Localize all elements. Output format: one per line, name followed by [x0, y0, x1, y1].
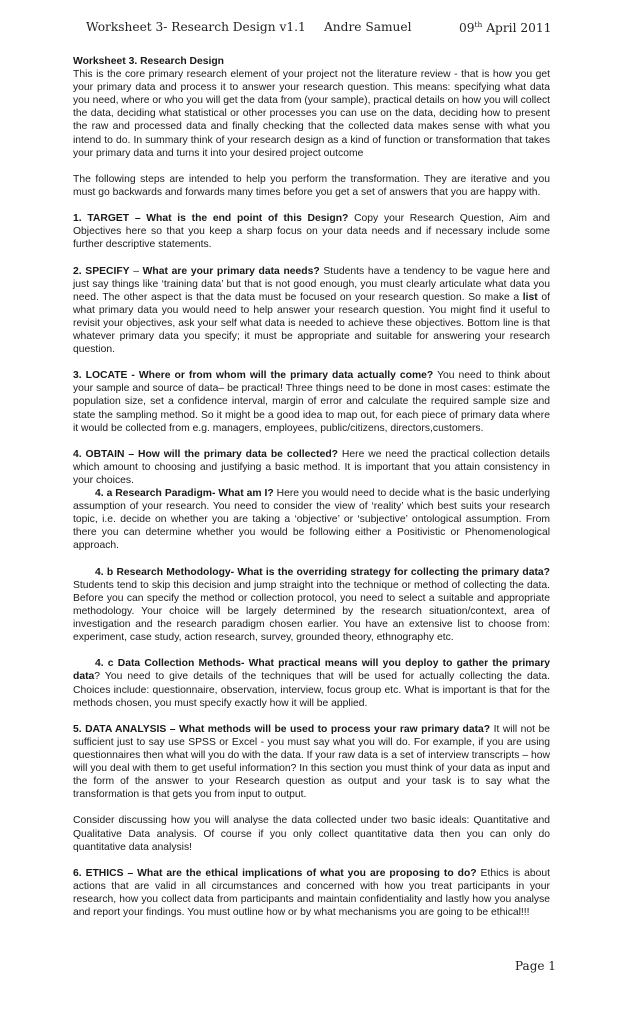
spacer: [73, 199, 550, 212]
section-heading: 1. TARGET – What is the end point of this Design?: [73, 213, 349, 225]
subsection-body: Here you would need to decide what is the basic underlying assumption of your research. You need to consider the view of ‘reality’ which best suits your research topic, i.e. decide on whether you are taking a ‘objective’ or ‘subjective’ ontological assumption. From there you can determine whether you would be following either a Positivistic or Phenomenological approach.: [73, 488, 550, 552]
spacer: [73, 854, 550, 867]
subsection-body: Students tend to skip this decision and jump straight into the technique or method of collecting the data. Before you can specify the method or collection protocol, you need to select a suitable and appropriate methodology. Your choice will be largely determined by the research situation/context, area of investigation and the research paradigm chosen earlier. You have an extensive list to choose from: experiment, case study, action research, survey, grounded theory, ethnography etc.: [73, 579, 550, 644]
spacer: [73, 435, 550, 448]
section-body: Here we need the practical collection details which amount to choosing and justifying a basic method. It is important that you attain consistency in your choices.: [73, 448, 550, 486]
section-body: You need to think about your sample and source of data– be practical! Three things need to be done in most cases: estimate the population size, set a confidence interval, margin of error and calculate the required sample size and state the sampling method. So it might be a good idea to map out, for each piece of primary data where it would be collected from e.g. managers, employees, public/citizens, directors,customers.: [73, 370, 551, 434]
section-target: [73, 212, 550, 251]
header-date-rest: April 2011: [482, 21, 552, 35]
intro-paragraph: This is the core primary research element of your project not the literature review - that is how you get your primary data and process it to answer your research question. This means: specifying what data you need, where or who you will get the data from (your sample), practical details on how you will collect the data, deciding what statistical or other processes you can use on the data, deciding how to present the raw and processed data and finally checking that the collected data makes sense with what you intend to do. In summary think of your research design as a kind of function or transformation that takes your primary data and turns it into your desired project outcome: [73, 69, 550, 159]
data-analysis-extra-paragraph: Consider discussing how you will analyse the data collected under two basic ideals: Quantitative and Qualitative Data analysis. Of course if you only collect quantitative data then you can only do quantitative data analysis!: [73, 815, 550, 853]
page-header: [86, 20, 552, 38]
subsection-heading: 4. b Research Methodology- What is the overriding strategy for collecting the primary data?: [95, 566, 550, 578]
header-date-day: 09: [459, 21, 475, 35]
section-body: It will not be sufficient just to say use SPSS or Excel - you must say what you will do. For example, if you are using questionnaires then what will you do with the data. If your raw data is a set of interview transcripts – how will you deal with them to get useful information? In this section you must think of your data as input and the form of the answer to your Research question as output and your task is to say what the transformation is that gets you from input to output.: [73, 723, 550, 801]
section-heading-separator: –: [129, 265, 143, 277]
subsection-heading: 4. c Data Collection Methods- What practical means will you deploy to gather the primary data: [73, 658, 550, 683]
section-obtain: [73, 448, 550, 487]
header-date-suffix: th: [474, 20, 483, 29]
spacer: [73, 801, 550, 814]
section-question: What are your primary data needs?: [142, 265, 320, 277]
steps-intro-paragraph: The following steps are intended to help you perform the transformation. They are iterative and you must go backwards and forwards many times before you get a set of answers that you are happy with.: [73, 173, 550, 198]
section-ethics: [73, 867, 550, 919]
spacer: [73, 356, 550, 369]
spacer: [73, 553, 550, 566]
section-heading: 2. SPECIFY: [73, 265, 130, 277]
document-body: [73, 55, 550, 919]
subsection-body: ? You need to give details of the techniques that will be used for actually collecting the data. Choices include: questionnaire, observation, interview, focus group etc. What is important is that for the methods chosen, you must specify exactly how it will be applied.: [73, 671, 550, 709]
subsection-research-methodology: [73, 566, 550, 645]
section-specify: [73, 265, 550, 357]
spacer: [73, 710, 550, 723]
section-heading: 6. ETHICS – What are the ethical implications of what you are proposing to do?: [73, 867, 477, 879]
section-heading: 5. DATA ANALYSIS – What methods will be used to process your raw primary data?: [73, 723, 491, 735]
section-body-cont: of what primary data you would need to help answer your research question. You might find it useful to revisit your objectives, ask your self what data is needed to achieve these objectives. Bottom line is that whatever primary data you specify; it must be appropriate and suitable for answering your research question.: [73, 291, 550, 356]
section-body: Copy your Research Question, Aim and Objectives here so that you keep a sharp focus on your data needs and if necessary include some further descriptive statements.: [73, 213, 550, 251]
header-title: Worksheet 3- Research Design v1.1: [86, 20, 306, 34]
subsection-heading: 4. a Research Paradigm- What am I?: [95, 488, 274, 500]
section-heading: 3. LOCATE - Where or from whom will the primary data actually come?: [73, 370, 434, 382]
subsection-data-collection-methods: [73, 657, 550, 709]
page-number: Page 1: [515, 959, 556, 973]
emphasis-list: list: [522, 291, 538, 303]
document-title: Worksheet 3. Research Design: [73, 56, 225, 67]
spacer: [73, 644, 550, 657]
header-author: Andre Samuel: [324, 20, 412, 34]
section-data-analysis: [73, 723, 550, 802]
subsection-research-paradigm: [73, 487, 550, 552]
spacer: [73, 251, 550, 264]
section-heading: 4. OBTAIN – How will the primary data be collected?: [73, 448, 338, 460]
section-body: Students have a tendency to be vague here and just say things like ‘training data’ but that is not good enough, you must clearly articulate what data you need. The other aspect is that the data must be focused on your research question. So make a: [73, 265, 550, 303]
header-date: [459, 20, 551, 35]
section-locate: [73, 369, 550, 434]
section-body: Ethics is about actions that are valid in all circumstances and concerned with how you treat participants in your research, how you collect data from participants and maintain confidentiality and lastly how you analyse and report your findings. You must outline how or by what mechanisms you are going to be ethical!!!: [73, 867, 550, 919]
spacer: [73, 160, 550, 173]
